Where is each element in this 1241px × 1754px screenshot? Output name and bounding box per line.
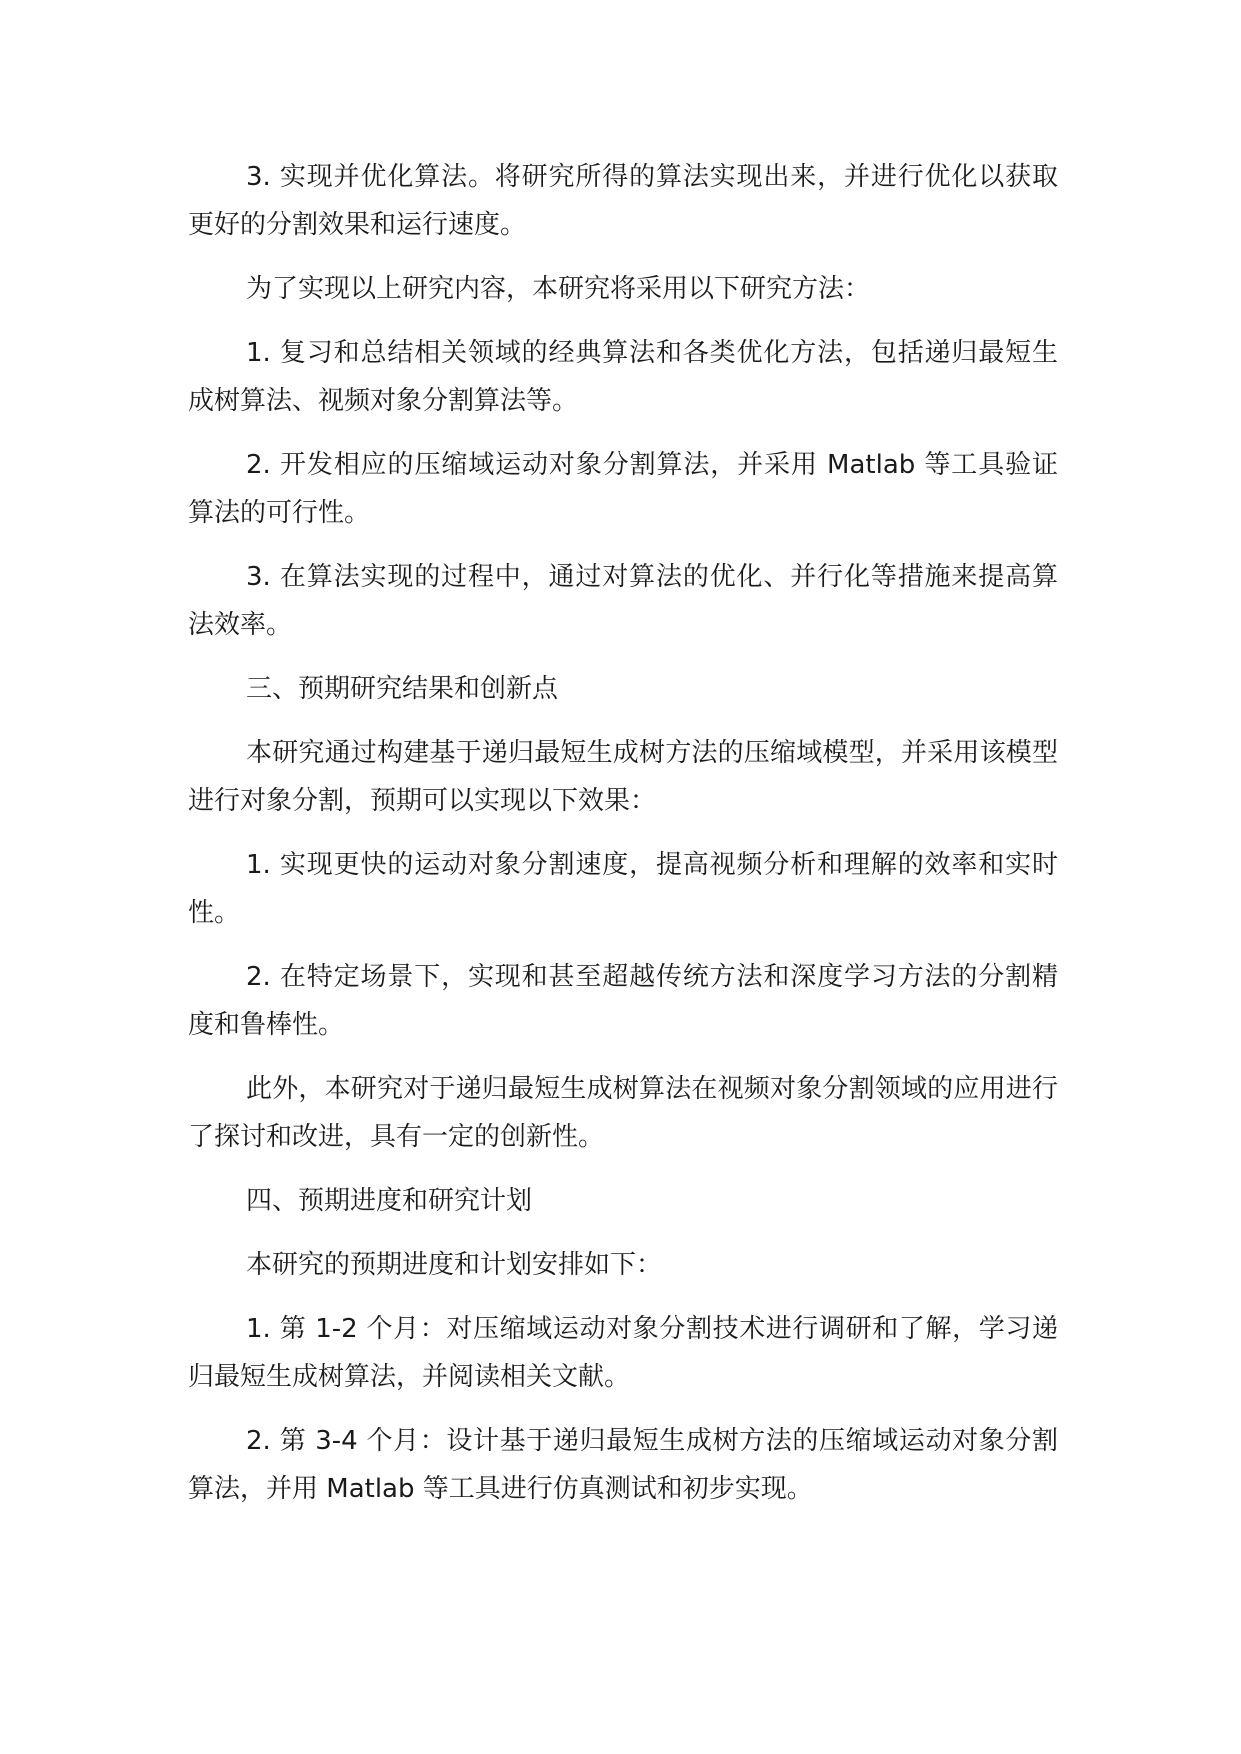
- paragraph-methods-intro: 为了实现以上研究内容，本研究将采用以下研究方法：: [246, 274, 871, 304]
- paragraph-schedule-2: 2. 第 3-4 个月：设计基于递归最短生成树方法的压缩域运动对象分割算法，并用 Matlab 等工具进行仿真测试和初步实现。: [188, 1426, 1058, 1504]
- paragraph-innovation: 此外，本研究对于递归最短生成树算法在视频对象分割领域的应用进行了探讨和改进，具有一定的创新性。: [188, 1074, 1058, 1152]
- paragraph-results-intro: 本研究通过构建基于递归最短生成树方法的压缩域模型，并采用该模型进行对象分割，预期可以实现以下效果：: [188, 738, 1058, 816]
- paragraph-schedule-intro: 本研究的预期进度和计划安排如下：: [246, 1250, 663, 1280]
- paragraph-method-3: 3. 在算法实现的过程中，通过对算法的优化、并行化等措施来提高算法效率。: [188, 562, 1058, 640]
- section-heading-schedule: 四、预期进度和研究计划: [246, 1186, 533, 1216]
- paragraph-result-1: 1. 实现更快的运动对象分割速度，提高视频分析和理解的效率和实时性。: [188, 850, 1058, 928]
- paragraph-method-2: 2. 开发相应的压缩域运动对象分割算法，并采用 Matlab 等工具验证算法的可行性。: [188, 450, 1058, 528]
- section-heading-expected-results: 三、预期研究结果和创新点: [246, 674, 559, 704]
- paragraph-result-2: 2. 在特定场景下，实现和甚至超越传统方法和深度学习方法的分割精度和鲁棒性。: [188, 962, 1058, 1040]
- paragraph-method-1: 1. 复习和总结相关领域的经典算法和各类优化方法，包括递归最短生成树算法、视频对象分割算法等。: [188, 338, 1058, 416]
- paragraph-objective-3: 3. 实现并优化算法。将研究所得的算法实现出来，并进行优化以获取更好的分割效果和运行速度。: [188, 162, 1058, 240]
- paragraph-schedule-1: 1. 第 1-2 个月：对压缩域运动对象分割技术进行调研和了解，学习递归最短生成树算法，并阅读相关文献。: [188, 1314, 1058, 1392]
- document-body: [188, 153, 1058, 1529]
